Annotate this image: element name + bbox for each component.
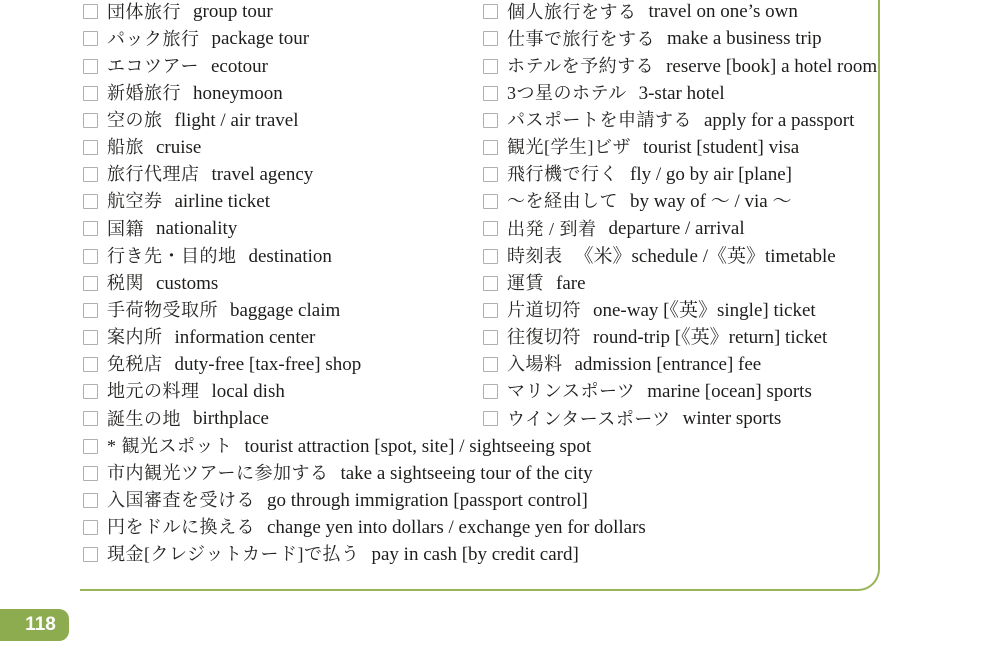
checkbox-icon[interactable] (83, 194, 98, 209)
vocab-item (83, 296, 361, 323)
checkbox-icon[interactable] (83, 411, 98, 426)
checkbox-icon[interactable] (83, 357, 98, 372)
japanese-term: 手荷物受取所 (107, 299, 218, 320)
english-term: travel agency (211, 164, 314, 186)
japanese-term: 誕生の地 (107, 408, 181, 429)
vocab-column-left (83, 0, 361, 432)
checkbox-icon[interactable] (483, 194, 498, 209)
vocab-item (483, 52, 877, 79)
vocab-item (483, 106, 877, 133)
vocab-item (83, 215, 361, 242)
vocab-item (483, 323, 877, 350)
japanese-term: 新婚旅行 (107, 82, 181, 103)
japanese-term: 片道切符 (507, 299, 581, 320)
japanese-term: 旅行代理店 (107, 164, 200, 185)
english-term: fare (556, 272, 586, 294)
checkbox-icon[interactable] (83, 520, 98, 535)
japanese-term: 航空券 (107, 191, 163, 212)
checkbox-icon[interactable] (83, 86, 98, 101)
english-term: admission [entrance] fee (574, 354, 762, 376)
checkbox-icon[interactable] (483, 384, 498, 399)
vocab-column-right (483, 0, 877, 432)
vocab-item (83, 513, 646, 540)
english-term: reserve [book] a hotel room (666, 55, 878, 77)
checkbox-icon[interactable] (83, 59, 98, 74)
japanese-term: 個人旅行をする (507, 1, 637, 22)
english-term: information center (174, 326, 316, 348)
japanese-term: パスポートを申請する (507, 109, 692, 130)
checkbox-icon[interactable] (483, 167, 498, 182)
english-term: nationality (156, 218, 238, 240)
vocab-item (83, 377, 361, 404)
english-term: by way of ～ / via ～ (630, 191, 792, 213)
vocab-item (483, 25, 877, 52)
checkbox-icon[interactable] (83, 167, 98, 182)
page-number: 118 (25, 614, 56, 635)
vocab-item (83, 459, 646, 486)
english-term: flight / air travel (174, 109, 299, 131)
english-term: round-trip [《英》return] ticket (593, 326, 828, 348)
checkbox-icon[interactable] (483, 59, 498, 74)
japanese-term: 観光[学生]ビザ (507, 136, 631, 157)
english-term: change yen into dollars / exchange yen for dollars (267, 517, 646, 539)
vocab-item (83, 52, 361, 79)
japanese-term: 案内所 (107, 326, 163, 347)
japanese-term: 運賃 (507, 272, 544, 293)
checkbox-icon[interactable] (483, 411, 498, 426)
english-term: travel on one’s own (648, 1, 798, 23)
vocab-column-full-width (83, 432, 646, 568)
japanese-term: エコツアー (107, 55, 199, 76)
checkbox-icon[interactable] (483, 303, 498, 318)
checkbox-icon[interactable] (483, 31, 498, 46)
vocab-item (83, 323, 361, 350)
english-term: pay in cash [by credit card] (371, 544, 579, 566)
vocab-item (483, 377, 877, 404)
vocab-item (83, 0, 361, 25)
vocab-item (83, 106, 361, 133)
japanese-term: ウインタースポーツ (507, 408, 671, 429)
english-term: winter sports (682, 408, 782, 430)
japanese-term: 現金[クレジットカード]で払う (107, 544, 360, 565)
vocab-item (83, 79, 361, 106)
japanese-term: ～を経由して (507, 191, 618, 212)
english-term: tourist attraction [spot, site] / sightseeing spot (244, 435, 592, 457)
english-term: 3-star hotel (638, 82, 725, 104)
japanese-term: 行き先・目的地 (107, 245, 237, 266)
japanese-term: 出発 / 到着 (507, 218, 597, 239)
vocab-item (83, 486, 646, 513)
vocab-item (83, 432, 646, 459)
japanese-term: 仕事で旅行をする (507, 28, 655, 49)
english-term: 《米》schedule /《英》timetable (574, 245, 836, 267)
vocab-item (483, 269, 877, 296)
vocab-item (83, 133, 361, 160)
vocab-item (83, 350, 361, 377)
japanese-term: マリンスポーツ (507, 381, 636, 402)
checkbox-icon[interactable] (83, 221, 98, 236)
vocab-item (83, 269, 361, 296)
vocab-item (483, 296, 877, 323)
english-term: honeymoon (193, 82, 283, 104)
japanese-term: 国籍 (107, 218, 144, 239)
english-term: take a sightseeing tour of the city (340, 462, 593, 484)
checkbox-icon[interactable] (83, 113, 98, 128)
checkbox-icon[interactable] (83, 303, 98, 318)
vocab-item (83, 25, 361, 52)
vocab-item (83, 242, 361, 269)
checkbox-icon[interactable] (483, 113, 498, 128)
checkbox-icon[interactable] (83, 4, 98, 19)
english-term: fly / go by air [plane] (630, 164, 792, 186)
english-term: group tour (193, 1, 273, 23)
english-term: cruise (156, 136, 202, 158)
checkbox-icon[interactable] (483, 4, 498, 19)
vocab-item (483, 160, 877, 187)
english-term: apply for a passport (704, 109, 855, 131)
japanese-term: 免税店 (107, 354, 163, 375)
vocab-item (483, 215, 877, 242)
checkbox-icon[interactable] (483, 140, 498, 155)
japanese-term: 往復切符 (507, 326, 581, 347)
japanese-term: 円をドルに換える (107, 517, 255, 538)
vocab-item (83, 160, 361, 187)
checkbox-icon[interactable] (83, 276, 98, 291)
vocab-item (483, 405, 877, 432)
vocab-item (483, 350, 877, 377)
english-term: destination (248, 245, 332, 267)
english-term: local dish (211, 381, 285, 403)
japanese-term: 市内観光ツアーに参加する (107, 462, 329, 483)
english-term: duty-free [tax-free] shop (174, 354, 362, 376)
vocab-item (483, 79, 877, 106)
english-term: departure / arrival (608, 218, 745, 240)
checkbox-icon[interactable] (83, 249, 98, 264)
checkbox-icon[interactable] (483, 357, 498, 372)
japanese-term: 時刻表 (507, 245, 563, 266)
english-term: airline ticket (174, 191, 270, 213)
checkbox-icon[interactable] (483, 86, 498, 101)
english-term: ecotour (210, 55, 268, 77)
english-term: customs (156, 272, 219, 294)
english-term: birthplace (193, 408, 269, 430)
english-term: baggage claim (230, 299, 341, 321)
vocab-item (483, 242, 877, 269)
english-term: tourist [student] visa (643, 136, 800, 158)
checkbox-icon[interactable] (83, 31, 98, 46)
checkbox-icon[interactable] (83, 384, 98, 399)
vocab-item (483, 0, 877, 25)
checkbox-icon[interactable] (483, 221, 498, 236)
english-term: package tour (211, 28, 310, 50)
vocab-item (483, 187, 877, 214)
japanese-term: 入場料 (507, 354, 563, 375)
checkbox-icon[interactable] (83, 547, 98, 562)
checkbox-icon[interactable] (483, 276, 498, 291)
japanese-term: 地元の料理 (107, 381, 200, 402)
english-term: marine [ocean] sports (647, 381, 812, 403)
japanese-term: * 観光スポット (107, 435, 233, 456)
japanese-term: ホテルを予約する (507, 55, 655, 76)
japanese-term: 入国審査を受ける (107, 489, 255, 510)
checkbox-icon[interactable] (83, 493, 98, 508)
japanese-term: パック旅行 (107, 28, 200, 49)
checkbox-icon[interactable] (83, 140, 98, 155)
checkbox-icon[interactable] (483, 249, 498, 264)
checkbox-icon[interactable] (83, 330, 98, 345)
vocab-item (483, 133, 877, 160)
japanese-term: 飛行機で行く (507, 164, 618, 185)
page-number-badge (0, 609, 69, 641)
checkbox-icon[interactable] (83, 439, 98, 454)
english-term: go through immigration [passport control] (267, 489, 588, 511)
checkbox-icon[interactable] (83, 466, 98, 481)
vocab-item (83, 187, 361, 214)
japanese-term: 団体旅行 (107, 1, 181, 22)
english-term: one-way [《英》single] ticket (593, 299, 816, 321)
vocab-item (83, 540, 646, 567)
checkbox-icon[interactable] (483, 330, 498, 345)
english-term: make a business trip (667, 28, 822, 50)
japanese-term: 税関 (107, 272, 144, 293)
japanese-term: 3つ星のホテル (507, 82, 627, 103)
japanese-term: 空の旅 (107, 109, 163, 130)
vocab-item (83, 405, 361, 432)
japanese-term: 船旅 (107, 136, 144, 157)
